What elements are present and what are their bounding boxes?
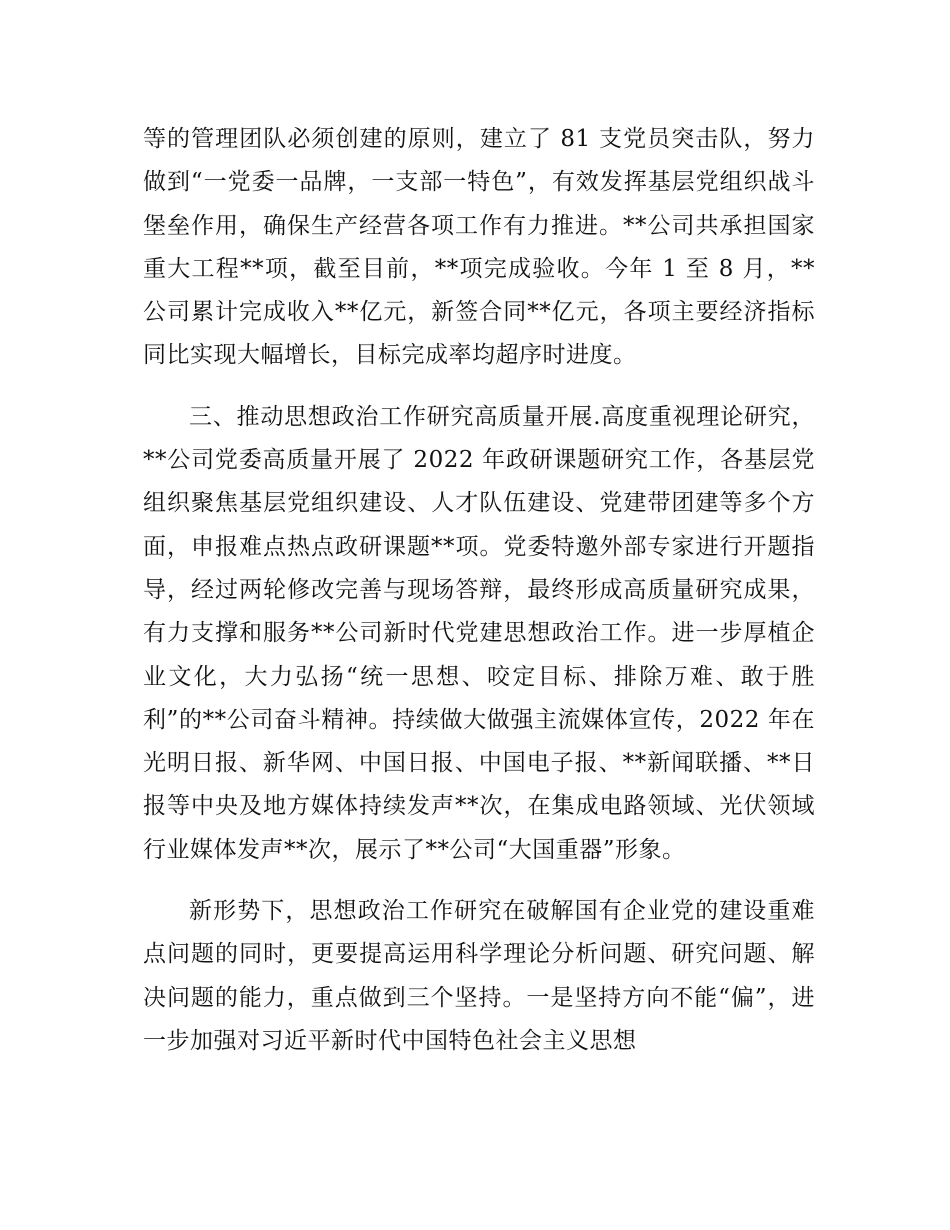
paragraph-continuation: 等的管理团队必须创建的原则，建立了 81 支党员突击队，努力做到“一党委一品牌，一支部一特色”，有效发挥基层党组织战斗堡垒作用，确保生产经营各项工作有力推进。**公司共承担国家重大工程**项，截至目前，**项完成验收。今年 1 至 8 月，**公司累计完成收入**亿元，新签合同**亿元，各项主要经济指标同比实现大幅增长，目标完成率均超序时进度。 <box>143 126 815 369</box>
paragraph-gap <box>143 378 815 396</box>
paragraph-new-situation: 新形势下，思想政治工作研究在破解国有企业党的建设重难点问题的同时，更要提高运用科学理论分析问题、研究问题、解决问题的能力，重点做到三个坚持。一是坚持方向不能“偏”，进一步加强对习近平新时代中国特色社会主义思想 <box>143 898 815 1054</box>
paragraph-section-three: 三、推动思想政治工作研究高质量开展.高度重视理论研究，**公司党委高质量开展了 2022 年政研课题研究工作，各基层党组织聚焦基层党组织建设、人才队伍建设、党建带团建等多个方面，申报难点热点政研课题**项。党委特邀外部专家进行开题指导，经过两轮修改完善与现场答辩，最终形成高质量研究成果，有力支撑和服务**公司新时代党建思想政治工作。进一步厚植企业文化，大力弘扬“统一思想、咬定目标、排除万难、敢于胜利”的**公司奋斗精神。持续做大做强主流媒体宣传，2022 年在光明日报、新华网、中国日报、中国电子报、**新闻联播、**日报等中央及地方媒体持续发声**次，在集成电路领域、光伏领域行业媒体发声**次，展示了**公司“大国重器”形象。 <box>143 403 815 863</box>
paragraph-gap <box>143 872 815 890</box>
document-body <box>143 118 815 1063</box>
